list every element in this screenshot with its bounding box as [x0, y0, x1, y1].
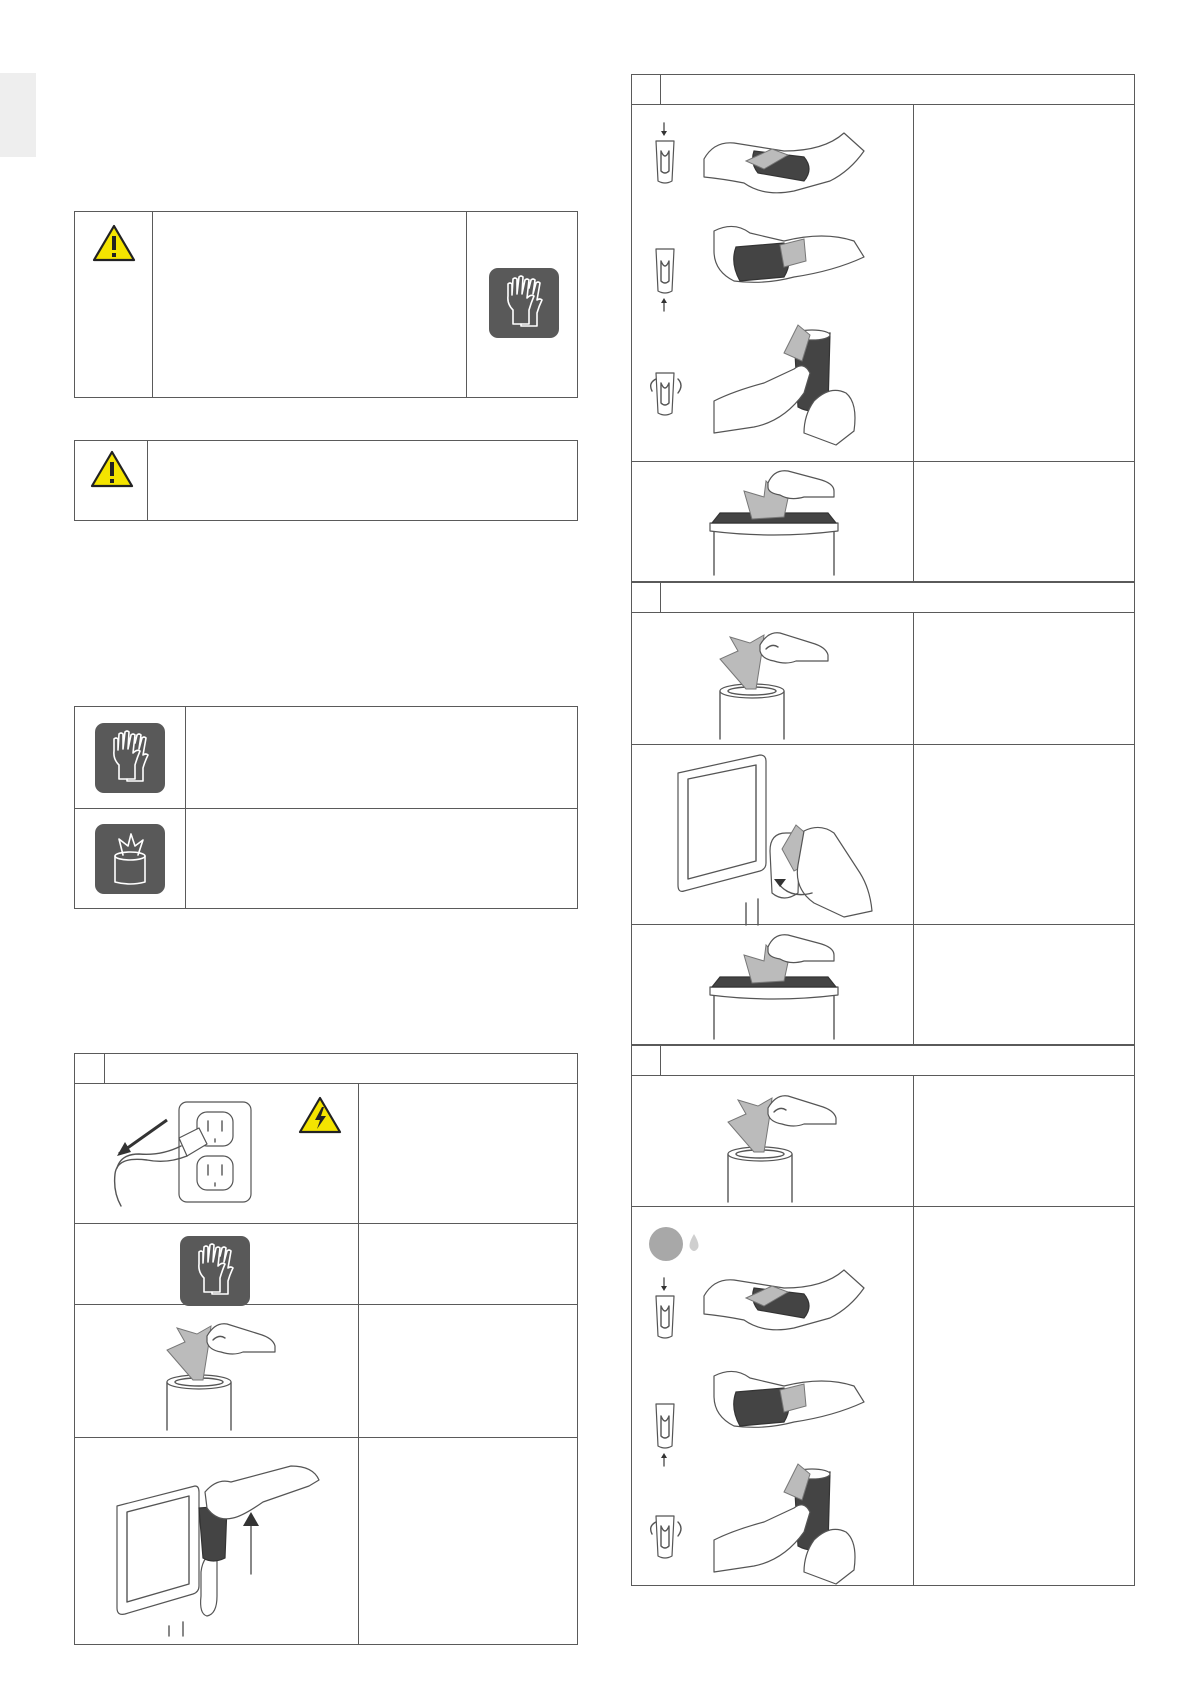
gloves-icon: [180, 1236, 250, 1306]
remove-holder-illustration: [113, 1446, 323, 1636]
cup-steps-illustration: [654, 121, 884, 446]
warning-triangle-icon: [91, 223, 137, 263]
take-wipe-illustration: [716, 621, 836, 741]
take-wipe-illustration: [163, 1312, 283, 1432]
procedure-table-right-a: [631, 74, 1135, 582]
procedure-table-right-c: [631, 1045, 1135, 1586]
gloves-icon: [95, 723, 165, 793]
dispose-wipe-illustration: [708, 931, 848, 1041]
supplies-table: [74, 706, 578, 909]
procedure-table-right-b: [631, 582, 1135, 1045]
wipe-holder-illustration: [674, 753, 874, 925]
dispose-wipe-illustration: [708, 467, 848, 577]
warning-box-gloves: [74, 211, 578, 398]
electric-hazard-icon: [297, 1095, 343, 1135]
warning-triangle-icon: [89, 449, 135, 489]
take-wipe-illustration: [724, 1084, 844, 1204]
warning-box-2: [74, 440, 578, 521]
gloves-icon: [489, 268, 559, 338]
water-drop-icon: [648, 1226, 708, 1262]
cup-steps-illustration: [654, 1276, 884, 1601]
disinfectant-wipes-icon: [95, 824, 165, 894]
unplug-power-illustration: [107, 1094, 267, 1212]
procedure-table-left: [74, 1053, 578, 1645]
side-tab: [0, 73, 36, 157]
